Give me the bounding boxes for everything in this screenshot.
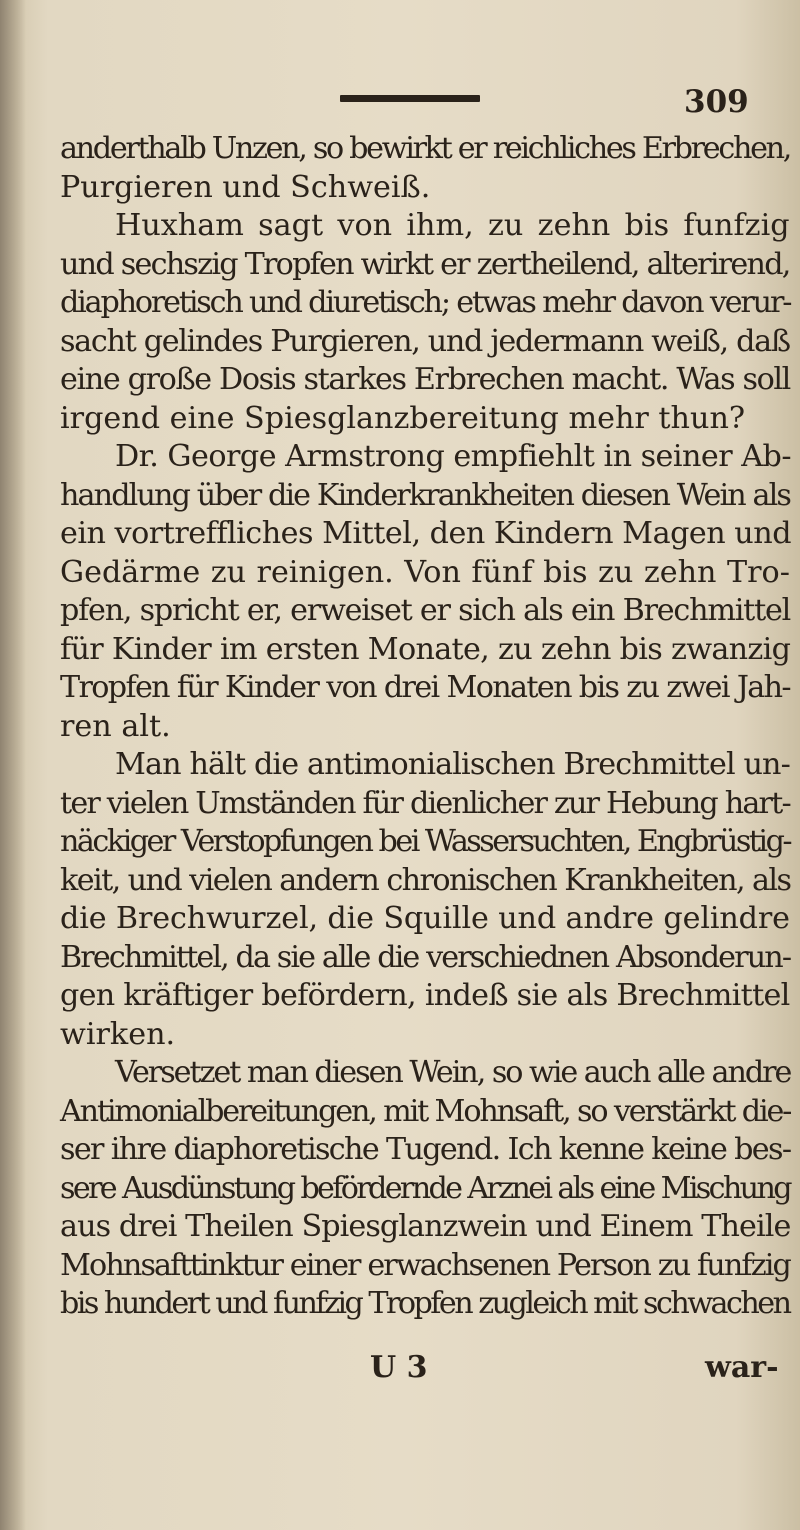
text-line: sere Ausdünstung befördernde Arznei als eine Mischung — [60, 1170, 790, 1206]
page-footer — [0, 1350, 800, 1390]
text-line: wirken. — [60, 1016, 176, 1052]
text-line: eine große Dosis starkes Erbrechen macht. Was soll — [60, 362, 790, 397]
page-number: 309 — [684, 84, 749, 120]
body-text — [60, 130, 790, 1324]
text-line: Versetzet man diesen Wein, so wie auch alle andre — [115, 1055, 791, 1090]
catchword: war- — [705, 1350, 779, 1385]
signature-mark: U 3 — [370, 1350, 428, 1385]
text-line: Man hält die antimonialischen Brechmittel un- — [115, 747, 790, 782]
text-line: Mohnsafttinktur einer erwachsenen Person zu funfzig — [60, 1247, 790, 1283]
text-line: irgend eine Spiesglanzbereitung mehr thun? — [60, 400, 746, 436]
text-line: handlung über die Kinderkrankheiten diesen Wein als — [60, 477, 790, 513]
text-line: Dr. George Armstrong empfiehlt in seiner Ab- — [115, 439, 792, 474]
text-line: und sechszig Tropfen wirkt er zertheilend, alterirend, — [60, 246, 790, 282]
text-line: Tropfen für Kinder von drei Monaten bis zu zwei Jah- — [60, 670, 790, 705]
text-line: bis hundert und funfzig Tropfen zugleich mit schwachen — [60, 1286, 790, 1321]
text-line: Gedärme zu reinigen. Von fünf bis zu zehn Tro- — [60, 554, 790, 590]
text-line: gen kräftiger befördern, indeß sie als Brechmittel — [60, 978, 790, 1013]
text-line: Purgieren und Schweiß. — [60, 169, 431, 205]
text-line: ter vielen Umständen für dienlicher zur Hebung hart- — [60, 785, 790, 821]
text-line: sacht gelindes Purgieren, und jedermann weiß, daß — [60, 323, 790, 359]
text-line: Huxham sagt von ihm, zu zehn bis funfzig — [115, 208, 790, 243]
text-line: Brechmittel, da sie alle die verschiednen Absonderun- — [60, 939, 791, 975]
text-line: pfen, spricht er, erweiset er sich als ein Brechmittel — [60, 593, 791, 628]
text-line: anderthalb Unzen, so bewirkt er reichliches Erbrechen, — [60, 131, 791, 166]
text-line: keit, und vielen andern chronischen Krankheiten, als — [60, 862, 791, 898]
text-line: ren alt. — [60, 708, 171, 744]
header-rule — [340, 95, 480, 102]
text-line: diaphoretisch und diuretisch; etwas mehr davon verur- — [60, 285, 791, 320]
text-line: Antimonialbereitungen, mit Mohnsaft, so verstärkt die- — [60, 1093, 791, 1129]
text-line: ser ihre diaphoretische Tugend. Ich kenne keine bes- — [60, 1132, 791, 1167]
text-line: aus drei Theilen Spiesglanzwein und Einem Theile — [60, 1209, 791, 1244]
text-line: ein vortreffliches Mittel, den Kindern Magen und — [60, 516, 792, 551]
text-line: näckiger Verstopfungen bei Wassersuchten, Engbrüstig- — [60, 824, 791, 859]
text-line: die Brechwurzel, die Squille und andre gelindre — [60, 901, 790, 936]
text-line: für Kinder im ersten Monate, zu zehn bis zwanzig — [60, 631, 791, 667]
